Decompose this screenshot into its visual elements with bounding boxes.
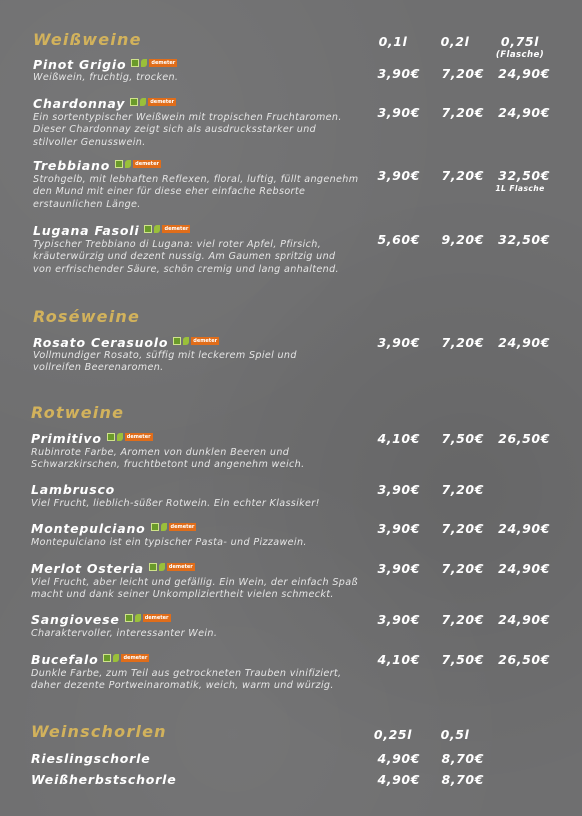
price-0-1l: 3,90€: [377, 168, 420, 183]
menu-item-name: Trebbiano demeter: [33, 158, 159, 173]
badge-group: [149, 563, 195, 571]
menu-item-name: Chardonnay demeter: [33, 96, 175, 111]
price-bottle: 24,90€: [498, 612, 550, 627]
menu-item-name: Primitivo demeter: [31, 431, 151, 446]
eu-organic-leaf-icon: [113, 654, 119, 662]
price-0-2l: 7,20€: [441, 168, 484, 183]
demeter-badge: demeter: [151, 60, 176, 66]
menu-item-description: Vollmundiger Rosato, süffig mit leckerem Spiel und vollreifen Beerenaromen.: [33, 350, 297, 374]
price-0-2l: 7,20€: [441, 612, 484, 627]
bio-siegel-icon: [131, 59, 139, 67]
menu-item-description: Viel Frucht, aber leicht und gefällig. Ein Wein, der einfach Spaß macht und dank seiner Unkompliziertheit vielen schmeckt.: [31, 577, 358, 601]
price-0-1l: 3,90€: [377, 482, 420, 497]
menu-item-description: Charaktervoller, interessanter Wein.: [31, 628, 218, 639]
price-bottle: 24,90€: [498, 66, 550, 81]
price-0-2l: 7,20€: [441, 105, 484, 120]
column-header-0-1l: 0,1l: [378, 34, 408, 49]
price-0-1l: 3,90€: [377, 105, 420, 120]
eu-organic-leaf-icon: [125, 160, 131, 168]
price-0-1l: 3,90€: [377, 612, 420, 627]
price-bottle: 32,50€: [498, 232, 550, 247]
badge-group: [151, 523, 197, 531]
bio-siegel-icon: [107, 433, 115, 441]
bio-siegel-icon: [173, 337, 181, 345]
price-0-1l: 4,10€: [377, 652, 420, 667]
section-title-weinschorlen: Weinschorlen: [31, 722, 167, 741]
demeter-badge: demeter: [126, 434, 151, 440]
menu-item-description: Strohgelb, mit lebhaften Reflexen, floral, luftig, füllt angenehm den Mund mit einer für diese eher einfache Rebsorte erstaunlichen Länge.: [33, 174, 359, 210]
price-bottle: 24,90€: [498, 521, 550, 536]
price-bottle: 24,90€: [498, 105, 550, 120]
menu-item-name: Pinot Grigio demeter: [33, 57, 176, 72]
price-bottle: 24,90€: [498, 561, 550, 576]
price-bottle: 26,50€: [498, 431, 550, 446]
section-title-rotweine: Rotweine: [31, 403, 125, 422]
bio-siegel-icon: [151, 523, 159, 531]
column-header-0-25l: 0,25l: [373, 727, 413, 742]
badge-group: [131, 59, 177, 67]
menu-item-name: Lugana Fasoli demeter: [33, 223, 189, 238]
price-0-1l: 3,90€: [377, 521, 420, 536]
menu-item-description: Weißwein, fruchtig, trocken.: [33, 72, 179, 83]
menu-item-name: Sangiovese demeter: [31, 612, 169, 627]
eu-organic-leaf-icon: [159, 563, 165, 571]
bio-siegel-icon: [125, 614, 133, 622]
demeter-badge: demeter: [193, 338, 218, 344]
demeter-badge: demeter: [135, 161, 159, 167]
price-0-2l: 7,20€: [441, 521, 484, 536]
price-0-2l: 7,50€: [441, 431, 484, 446]
bio-siegel-icon: [144, 225, 152, 233]
eu-organic-leaf-icon: [135, 614, 141, 622]
bio-siegel-icon: [103, 654, 111, 662]
badge-group: [144, 225, 190, 233]
section-title-roseweine: Roséweine: [33, 307, 141, 326]
price-bottle: 24,90€: [498, 335, 550, 350]
menu-item-description: Ein sortentypischer Weißwein mit tropischen Fruchtaromen. Dieser Chardonnay zeigt sich als ausdrucksstarker und stilvoller Genusswein.: [33, 112, 342, 148]
eu-organic-leaf-icon: [161, 523, 167, 531]
badge-group: [103, 654, 149, 662]
menu-item-name: Rosato Cerasuolo demeter: [33, 335, 218, 350]
eu-organic-leaf-icon: [140, 98, 146, 106]
price-0-1l: 3,90€: [377, 561, 420, 576]
badge-group: [173, 337, 219, 345]
menu-item-description: Viel Frucht, lieblich-süßer Rotwein. Ein echter Klassiker!: [31, 498, 320, 509]
price-0-1l: 5,60€: [377, 232, 420, 247]
demeter-badge: demeter: [123, 655, 148, 661]
section-title-weissweine: Weißweine: [33, 30, 142, 49]
menu-item-description: Montepulciano ist ein typischer Pasta- und Pizzawein.: [31, 537, 307, 548]
price-0-2l: 7,20€: [441, 561, 484, 576]
menu-item-description: Typischer Trebbiano di Lugana: viel roter Apfel, Pfirsich, kräuterwürzig und dezent nussig. Am Gaumen spritzig und von erfrischender Säure, schön cremig und lang anhaltend.: [33, 239, 339, 275]
menu-item-name: Montepulciano demeter: [31, 521, 195, 536]
column-header-0-5l: 0,5l: [440, 727, 470, 742]
price-0-25l: 4,90€: [377, 751, 420, 766]
menu-item-description: Dunkle Farbe, zum Teil aus getrockneten Trauben vinifiziert, daher dezente Portweinaromatik, weich, warm und würzig.: [31, 668, 342, 692]
price-0-2l: 7,20€: [441, 482, 484, 497]
price-0-2l: 7,20€: [441, 66, 484, 81]
menu-item-description: Rubinrote Farbe, Aromen von dunklen Beeren und Schwarzkirschen, fruchtbetont und angenehm weich.: [31, 447, 305, 471]
price-0-5l: 8,70€: [441, 751, 484, 766]
price-0-2l: 7,50€: [441, 652, 484, 667]
menu-item-name: Bucefalo demeter: [31, 652, 148, 667]
demeter-badge: demeter: [168, 564, 193, 570]
eu-organic-leaf-icon: [183, 337, 189, 345]
price-0-1l: 4,10€: [377, 431, 420, 446]
eu-organic-leaf-icon: [141, 59, 147, 67]
eu-organic-leaf-icon: [154, 225, 160, 233]
bottle-size-note: 1L Flasche: [495, 184, 545, 193]
menu-item-name: Lambrusco: [31, 482, 116, 497]
demeter-badge: demeter: [164, 226, 189, 232]
price-bottle: 32,50€: [498, 168, 550, 183]
column-header-0-2l: 0,2l: [440, 34, 470, 49]
menu-item-name: Weißherbstschorle: [31, 772, 177, 787]
price-0-1l: 3,90€: [377, 66, 420, 81]
price-0-2l: 7,20€: [441, 335, 484, 350]
price-0-1l: 3,90€: [377, 335, 420, 350]
badge-group: [107, 433, 153, 441]
bio-siegel-icon: [130, 98, 138, 106]
column-header-flasche-note: (Flasche): [495, 50, 545, 60]
eu-organic-leaf-icon: [117, 433, 123, 441]
badge-group: [130, 98, 176, 106]
badge-group: [115, 160, 161, 168]
column-header-0-75l: 0,75l: [500, 34, 540, 49]
demeter-badge: demeter: [150, 99, 175, 105]
price-0-5l: 8,70€: [441, 772, 484, 787]
menu-item-name: Merlot Osteria demeter: [31, 561, 193, 576]
demeter-badge: demeter: [144, 615, 169, 621]
badge-group: [125, 614, 171, 622]
bio-siegel-icon: [115, 160, 123, 168]
price-0-25l: 4,90€: [377, 772, 420, 787]
price-0-2l: 9,20€: [441, 232, 484, 247]
demeter-badge: demeter: [170, 524, 195, 530]
price-bottle: 26,50€: [498, 652, 550, 667]
bio-siegel-icon: [149, 563, 157, 571]
menu-item-name: Rieslingschorle: [31, 751, 151, 766]
